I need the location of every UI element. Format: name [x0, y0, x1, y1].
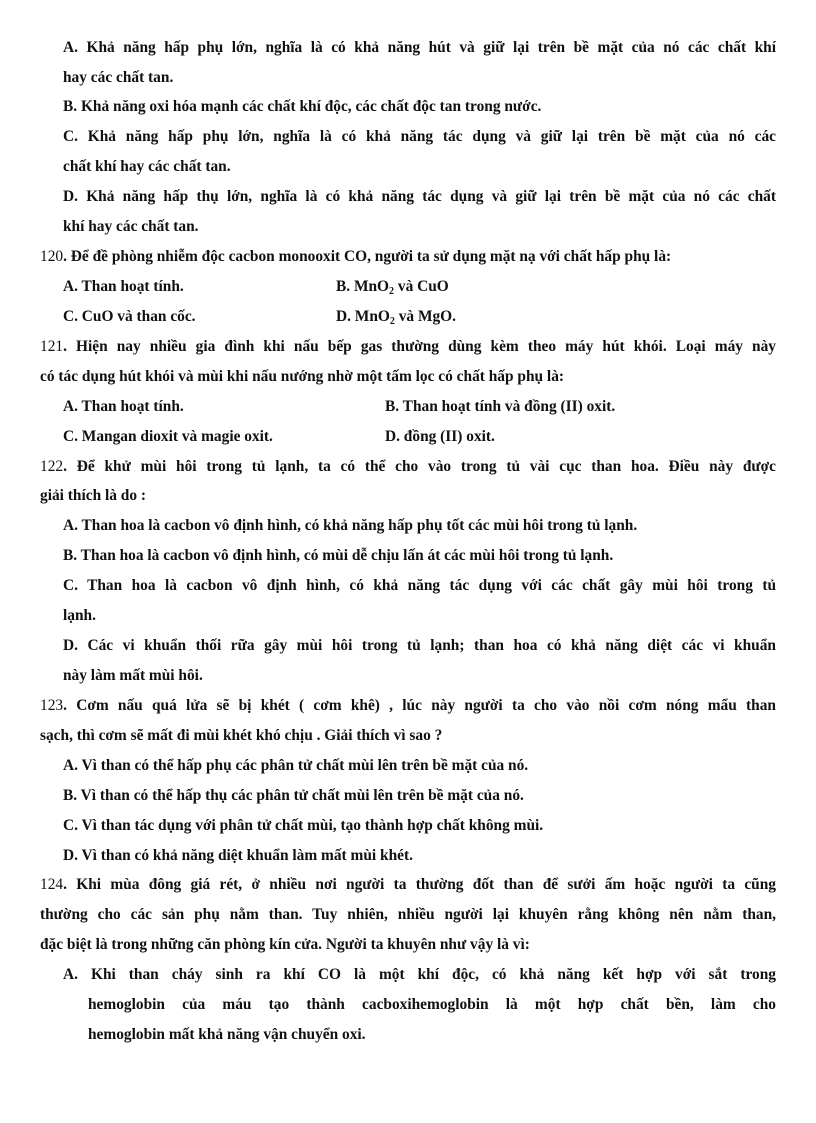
q122-option-b: B. Than hoa là cacbon vô định hình, có mùi dễ chịu lấn át các mùi hôi trong tủ lạnh.: [63, 547, 614, 564]
q119-option-a-line1: A. Khả năng hấp phụ lớn, nghĩa là có khả năng hút và giữ lại trên bề mặt của nó các chất khí: [63, 39, 776, 56]
q122-option-c-line2: lạnh.: [63, 607, 96, 624]
q120-option-c: C. CuO và than cốc.: [63, 308, 196, 325]
q123-number: 123: [40, 697, 64, 714]
q122-number: 122: [40, 458, 64, 475]
q122-option-a: A. Than hoa là cacbon vô định hình, có khả năng hấp phụ tốt các mùi hôi trong tủ lạnh.: [63, 517, 638, 534]
q122-option-c-line1: C. Than hoa là cacbon vô định hình, có khả năng tác dụng với các chất gây mùi hôi trong tủ: [63, 577, 776, 594]
q123-stem-line2: sạch, thì cơm sẽ mất đi mùi khét khó chịu . Giải thích vì sao ?: [40, 727, 443, 744]
q124-stem-line3: đặc biệt là trong những căn phòng kín cửa. Người ta khuyên như vậy là vì:: [40, 936, 530, 953]
q123-option-c: C. Vì than tác dụng với phân tử chất mùi, tạo thành hợp chất không mùi.: [63, 817, 544, 834]
q119-option-c-line1: C. Khả năng hấp phụ lớn, nghĩa là có khả năng tác dụng và giữ lại trên bề mặt của nó các: [63, 128, 776, 145]
q120-option-b: B. MnO$_2$ và CuO: [336, 278, 449, 297]
q120-stem: [40, 242, 776, 272]
q121-option-c: C. Mangan dioxit và magie oxit.: [63, 428, 273, 445]
q120-option-d: D. MnO$_2$ và MgO.: [336, 308, 457, 327]
q121-stem-line2: có tác dụng hút khói và mùi khi nấu nướng nhờ một tấm lọc có chất hấp phụ là:: [40, 368, 565, 385]
q123-option-a: A. Vì than có thể hấp phụ các phân tử chất mùi lên trên bề mặt của nó.: [63, 757, 529, 774]
q119-option-d-line2: khí hay các chất tan.: [63, 218, 199, 235]
q124-option-a-line2: hemoglobin của máu tạo thành cacboxihemoglobin là một hợp chất bền, làm cho: [88, 996, 776, 1013]
q124-option-a-line1: A. Khi than cháy sinh ra khí CO là một khí độc, có khả năng kết hợp với sắt trong: [63, 966, 776, 983]
q122-option-d-line1: D. Các vi khuẩn thối rữa gây mùi hôi trong tủ lạnh; than hoa có khả năng diệt các vi khuẩn: [63, 637, 776, 654]
q121-number: 121: [40, 338, 64, 355]
q123-option-b: B. Vì than có thể hấp thụ các phân tử chất mùi lên trên bề mặt của nó.: [63, 787, 524, 804]
q124-stem-line2: thường cho các sản phụ nằm than. Tuy nhiên, nhiều người lại khuyên rằng không nên nằm than,: [40, 906, 776, 923]
q120-option-a: A. Than hoạt tính.: [63, 278, 184, 295]
q121-stem-line1: 121. Hiện nay nhiều gia đình khi nấu bếp gas thường dùng kèm theo máy hút khói. Loại máy này: [40, 338, 776, 355]
q120-number: 120: [40, 248, 64, 265]
q120-stem-text: . Để đề phòng nhiễm độc cacbon monooxit CO, người ta sử dụng mặt nạ với chất hấp phụ là:: [63, 248, 672, 265]
q119-option-d-line1: D. Khả năng hấp thụ lớn, nghĩa là có khả năng tác dụng và giữ lại trên bề mặt của nó các chất: [63, 188, 776, 205]
q124-stem-line1: 124. Khi mùa đông giá rét, ở nhiều nơi người ta thường đốt than để sưởi ấm hoặc người ta cũng: [40, 876, 776, 893]
q119-option-a-line2: hay các chất tan.: [63, 69, 174, 86]
q123-stem-line1: 123. Cơm nấu quá lửa sẽ bị khét ( cơm khê) , lúc này người ta cho vào nồi cơm nóng mẩu than: [40, 697, 776, 714]
q119-option-b: B. Khả năng oxi hóa mạnh các chất khí độc, các chất độc tan trong nước.: [63, 98, 542, 115]
q124-option-a-line3: hemoglobin mất khả năng vận chuyển oxi.: [88, 1026, 366, 1043]
q123-option-d: D. Vì than có khả năng diệt khuẩn làm mất mùi khét.: [63, 847, 413, 864]
q121-option-b: B. Than hoạt tính và đồng (II) oxit.: [385, 398, 616, 415]
q122-stem-line2: giải thích là do :: [40, 487, 147, 504]
q124-number: 124: [40, 876, 64, 893]
q121-option-d: D. đồng (II) oxit.: [385, 428, 495, 445]
q119-option-c-line2: chất khí hay các chất tan.: [63, 158, 231, 175]
q122-stem-line1: 122. Để khử mùi hôi trong tủ lạnh, ta có thể cho vào trong tủ vài cục than hoa. Điều này được: [40, 458, 776, 475]
q121-option-a: A. Than hoạt tính.: [63, 398, 184, 415]
q122-option-d-line2: này làm mất mùi hôi.: [63, 667, 203, 684]
